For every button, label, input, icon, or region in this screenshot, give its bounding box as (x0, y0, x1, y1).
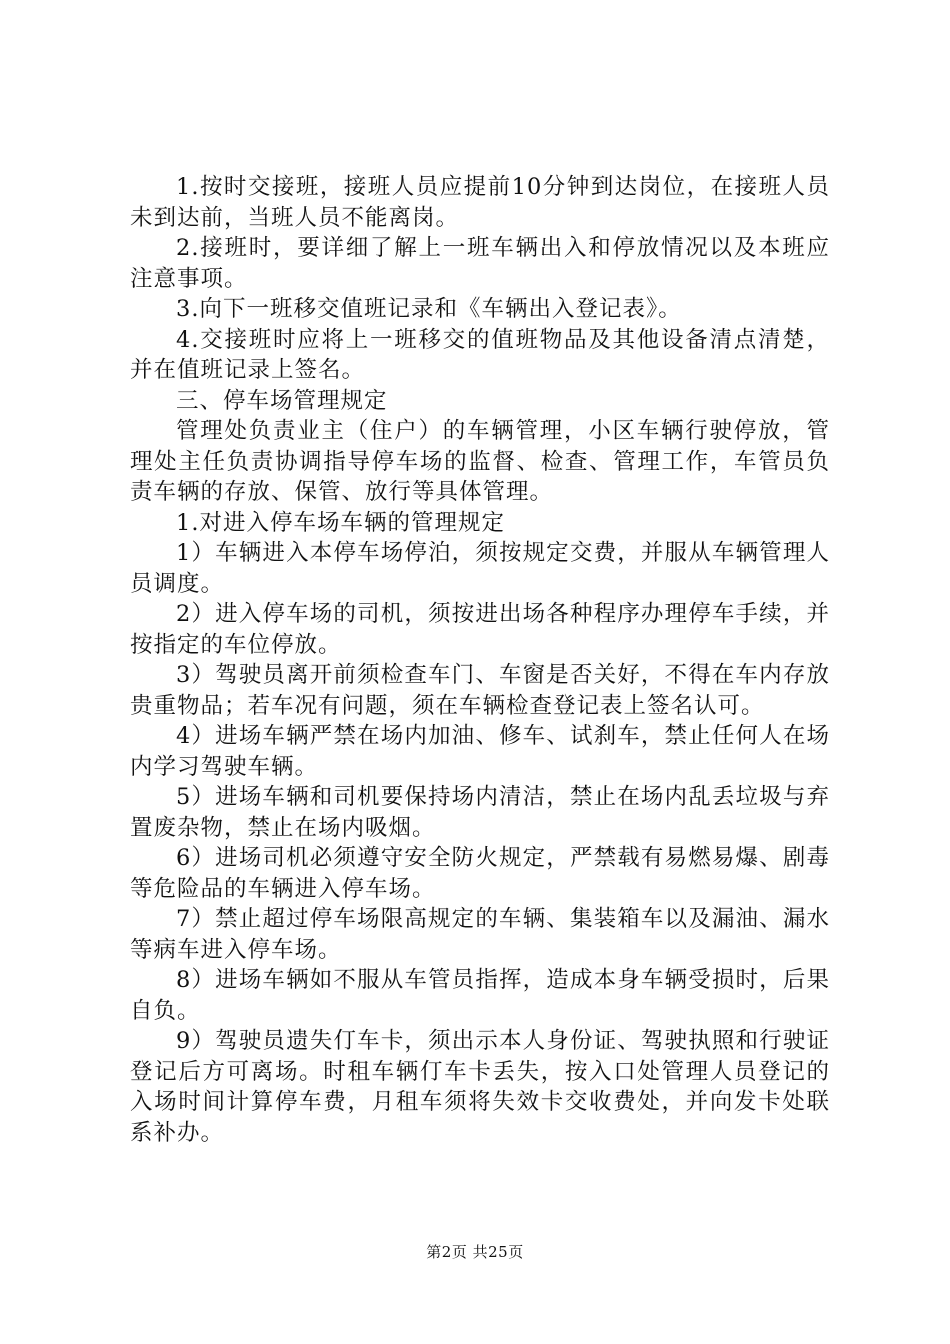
subsection-heading: 1.对进入停车场车辆的管理规定 (176, 509, 505, 536)
rule-2: 2）进入停车场的司机，须按进出场各种程序办理停车手续，并按指定的车位停放。 (130, 601, 830, 658)
rule-5: 5）进场车辆和司机要保持场内清洁，禁止在场内乱丢垃圾与弃置废杂物，禁止在场内吸烟。 (130, 784, 830, 841)
section-heading: 三、停车场管理规定 (176, 387, 388, 414)
rule-9: 9）驾驶员遗失仃车卡，须出示本人身份证、驾驶执照和行驶证登记后方可离场。时租车辆仃车卡丢失，按入口处管理人员登记的入场时间计算停车费，月租车须将失效卡交收费处，并向发卡处联系补办。 (130, 1028, 830, 1146)
page-number-footer: 第2页 共25页 (426, 1243, 524, 1261)
rule-4: 4）进场车辆严禁在场内加油、修车、试刹车，禁止任何人在场内学习驾驶车辆。 (130, 723, 830, 780)
rule-8: 8）进场车辆如不服从车管员指挥，造成本身车辆受损时，后果自负。 (130, 967, 830, 1024)
paragraph-3: 3.向下一班移交值班记录和《车辆出入登记表》。 (176, 296, 682, 322)
paragraph-intro: 管理处负责业主（住户）的车辆管理，小区车辆行驶停放，管理处主任负责协调指导停车场的监督、检查、管理工作，车管员负责车辆的存放、保管、放行等具体管理。 (130, 418, 830, 505)
paragraph-2: 2.接班时，要详细了解上一班车辆出入和停放情况以及本班应注意事项。 (130, 235, 830, 292)
rule-3: 3）驾驶员离开前须检查车门、车窗是否关好，不得在车内存放贵重物品；若车况有问题，须在车辆检查登记表上签名认可。 (130, 662, 830, 719)
paragraph-1: 1.按时交接班，接班人员应提前10分钟到达岗位，在接班人员未到达前，当班人员不能离岗。 (130, 174, 830, 231)
document-body (130, 172, 830, 1148)
rule-1: 1）车辆进入本停车场停泊，须按规定交费，并服从车辆管理人员调度。 (130, 540, 830, 597)
rule-6: 6）进场司机必须遵守安全防火规定，严禁载有易燃易爆、剧毒等危险品的车辆进入停车场。 (130, 845, 830, 902)
paragraph-4: 4.交接班时应将上一班移交的值班物品及其他设备清点清楚，并在值班记录上签名。 (130, 326, 830, 383)
rule-7: 7）禁止超过停车场限高规定的车辆、集装箱车以及漏油、漏水等病车进入停车场。 (130, 906, 830, 963)
